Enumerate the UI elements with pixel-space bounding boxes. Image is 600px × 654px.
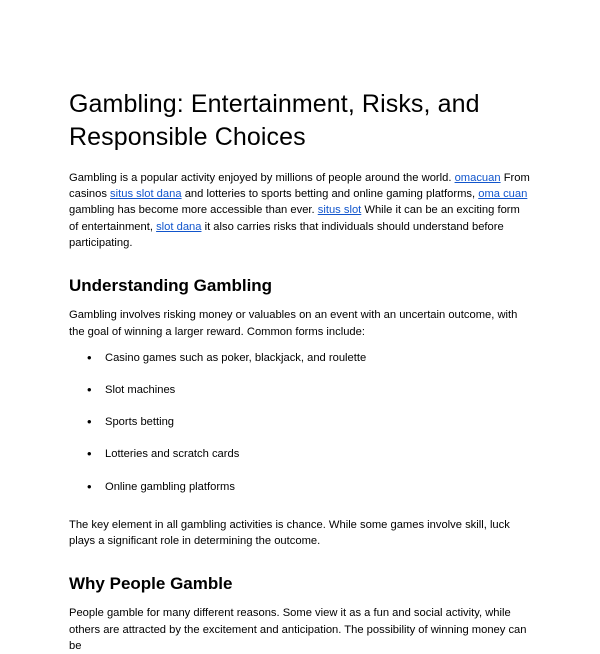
section-heading-understanding-gambling: Understanding Gambling [69,276,273,296]
link-situs-slot[interactable]: situs slot [317,204,362,217]
list-item: • Online gambling platforms [105,479,531,495]
link-oma-cuan[interactable]: oma cuan [478,188,528,201]
intro-text-part-5: While it can be an exciting form of entertainment, [69,204,520,233]
section-paragraph-why-people-gamble: People gamble for many different reasons. Some view it as a fun and social activity, while others are attracted by the excitement and anticipation. The possibility of winning money can be [69,607,527,652]
intro-paragraph [69,170,531,251]
link-slot-dana[interactable]: slot dana [156,220,202,233]
intro-text-part-2: From casinos [69,172,530,201]
list-item: • Sports betting [105,414,531,430]
list-item: • Slot machines [105,382,531,398]
section-paragraph-understanding-gambling: Gambling involves risking money or valuables on an event with an uncertain outcome, with the goal of winning a larger reward. Common forms include: [69,309,518,338]
section-closing-understanding-gambling: The key element in all gambling activities is chance. While some games involve skill, luck plays a significant role in determining the outcome. [69,518,510,548]
intro-text-part-4: gambling has become more accessible than ever. [69,204,315,217]
section-heading-why-people-gamble: Why People Gamble [69,574,233,594]
page-title: Gambling: Entertainment, Risks, and Responsible Choices [69,90,480,151]
intro-text-part-3: and lotteries to sports betting and online gaming platforms, [184,188,476,201]
link-situs-slot-dana[interactable]: situs slot dana [110,188,182,201]
list-item: • Casino games such as poker, blackjack, and roulette [105,350,531,366]
gambling-forms-list [69,350,531,495]
intro-text-part-1: Gambling is a popular activity enjoyed by millions of people around the world. [69,172,452,184]
intro-text-part-6: it also carries risks that individuals should understand before participating. [69,220,504,249]
list-item: • Lotteries and scratch cards [105,446,531,462]
link-omacuan[interactable]: omacuan [454,172,501,184]
